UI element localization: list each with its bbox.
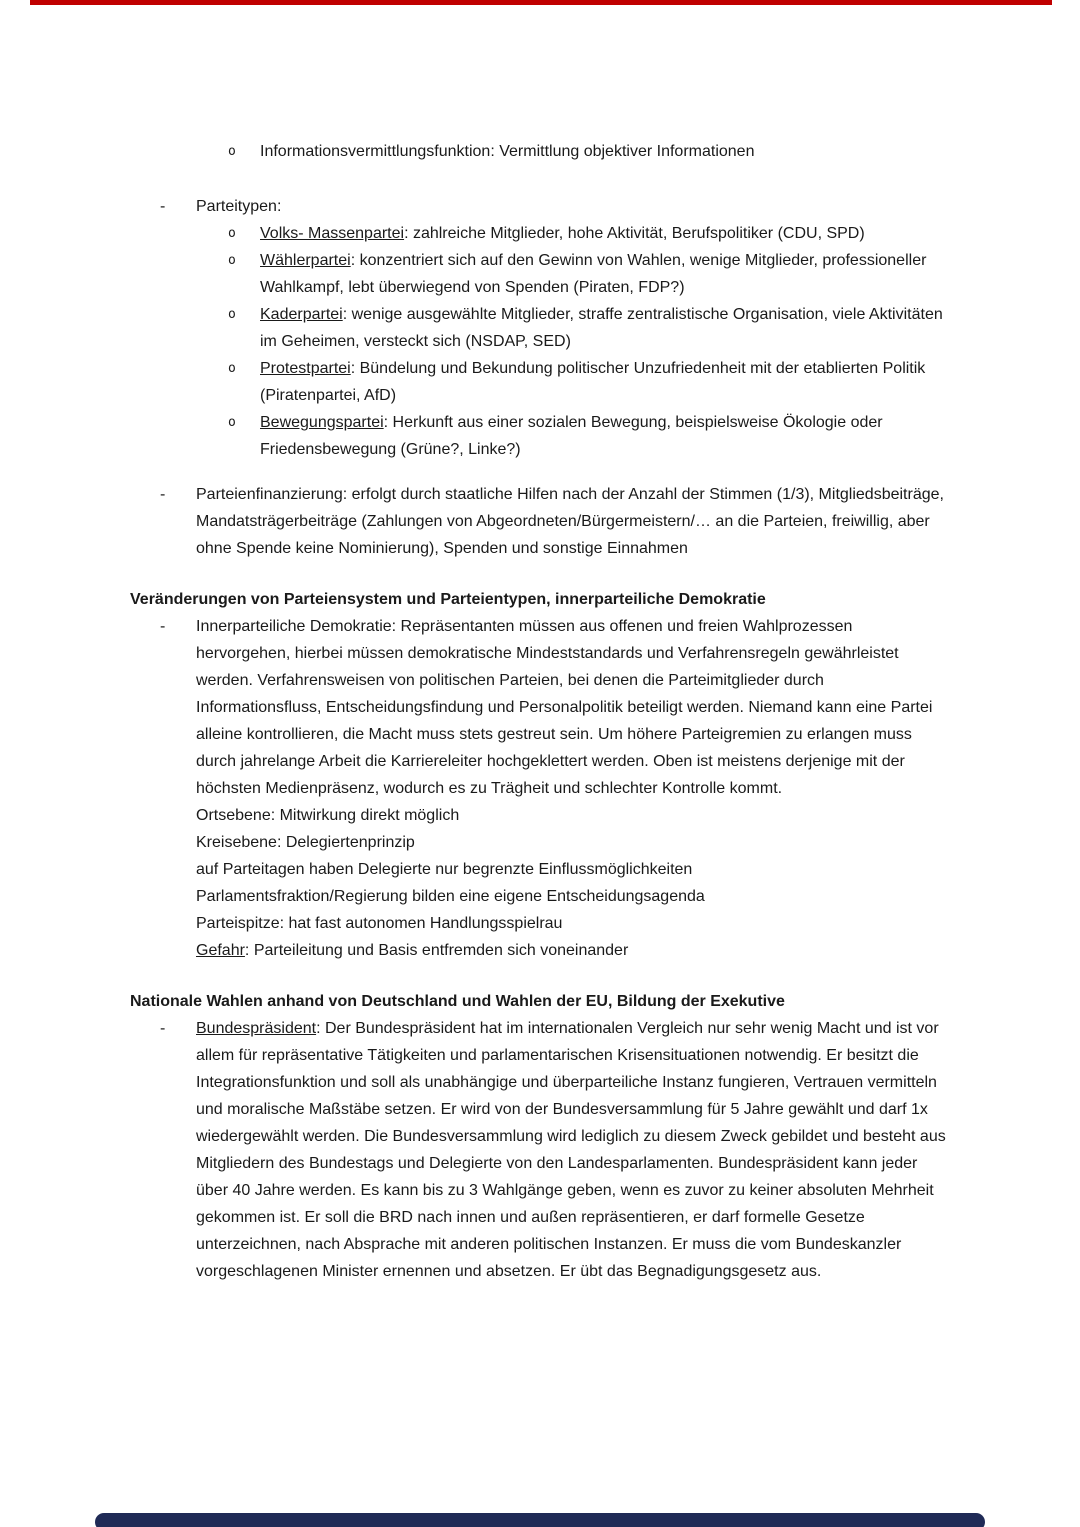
list-item-text	[196, 1020, 946, 1280]
list-item-innerparteiliche-demokratie	[130, 613, 948, 802]
term-definition: : Herkunft aus einer sozialen Bewegung, beispielsweise Ökologie oder Friedensbewegung (Grüne?, Linke?)	[260, 414, 883, 458]
list-item-parteitypen	[130, 193, 948, 220]
list-item-waehlerpartei	[130, 247, 948, 301]
list-item-text	[260, 252, 926, 296]
dash-bullet: -	[160, 486, 166, 503]
list-item-bundespraesident	[130, 1015, 948, 1285]
list-item-text: Informationsvermittlungsfunktion: Vermittlung objektiver Informationen	[260, 143, 755, 160]
list-item-protestpartei	[130, 355, 948, 409]
circle-bullet: o	[228, 361, 236, 376]
note-line-gefahr	[130, 937, 948, 964]
term-definition: : Bündelung und Bekundung politischer Unzufriedenheit mit der etablierten Politik (Piratenpartei, AfD)	[260, 360, 926, 404]
list-item-parteienfinanzierung	[130, 481, 948, 562]
note-text: Ortsebene: Mitwirkung direkt möglich	[196, 807, 460, 824]
note-text: Parlamentsfraktion/Regierung bilden eine eigene Entscheidungsagenda	[196, 888, 705, 905]
list-item-kaderpartei	[130, 301, 948, 355]
term: Protestpartei	[260, 360, 351, 377]
note-line-kreisebene	[130, 829, 948, 856]
list-item-text	[260, 225, 865, 242]
list-item-text	[260, 360, 925, 404]
list-item-text: Parteitypen:	[196, 198, 282, 215]
section-heading-nationale-wahlen: Nationale Wahlen anhand von Deutschland und Wahlen der EU, Bildung der Exekutive	[130, 993, 785, 1010]
section-heading-parteiensystem: Veränderungen von Parteiensystem und Parteientypen, innerparteiliche Demokratie	[130, 591, 766, 608]
circle-bullet: o	[228, 415, 236, 430]
note-line-parlamentsfraktion	[130, 883, 948, 910]
term-definition: : Der Bundespräsident hat im internationalen Vergleich nur sehr wenig Macht und ist vor allem für repräsentative Tätigkeiten und parlamentarischen Krisensituationen notwendig. Er besitzt die Integrationsfunktion und soll als unabhängige und überparteiliche Instanz fungieren, Vertrauen vermitteln und moralische Maßstäbe setzen. Er wird von der Bundesversammlung für 5 Jahre gewählt und darf 1x wiedergewählt werden. Die Bundesversammlung wird lediglich zu diesem Zweck gebildet und besteht aus Mitgliedern des Bundestags und Delegierte von den Landesparlamenten. Bundespräsident kann jeder über 40 Jahre werden. Es kann bis zu 3 Wahlgänge geben, wenn es zuvor zu keiner absoluten Mehrheit gekommen ist. Er soll die BRD nach innen und außen repräsentieren, er darf formelle Gesetze unterzeichnen, nach Absprache mit anderen politischen Instanzen. Er muss die vom Bundeskanzler vorgeschlagenen Minister ernennen und absetzen. Er übt das Begnadigungsgesetz aus.	[196, 1020, 946, 1280]
note-text: Kreisebene: Delegiertenprinzip	[196, 834, 415, 851]
term: Bewegungspartei	[260, 414, 384, 431]
term: Volks- Massenpartei	[260, 225, 405, 242]
term: Wählerpartei	[260, 252, 351, 269]
list-item-bewegungspartei	[130, 409, 948, 463]
term: Gefahr	[196, 942, 245, 959]
note-line-parteitage	[130, 856, 948, 883]
term-definition: : zahlreiche Mitglieder, hohe Aktivität, Berufspolitiker (CDU, SPD)	[404, 225, 865, 242]
term: Kaderpartei	[260, 306, 343, 323]
list-item-text	[260, 414, 883, 458]
dash-bullet: -	[160, 618, 166, 635]
bottom-navy-bar	[95, 1513, 985, 1527]
circle-bullet: o	[228, 253, 236, 268]
dash-bullet: -	[160, 198, 166, 215]
note-line-ortsebene	[130, 802, 948, 829]
note-line-parteispitze	[130, 910, 948, 937]
note-text	[196, 942, 628, 959]
term: Bundespräsident	[196, 1020, 317, 1037]
list-item-text	[260, 306, 943, 350]
term-definition: : wenige ausgewählte Mitglieder, straffe zentralistische Organisation, viele Aktivitäten im Geheimen, versteckt sich (NSDAP, SED)	[260, 306, 943, 350]
term-definition: : Parteileitung und Basis entfremden sich voneinander	[244, 942, 629, 959]
term-definition: : konzentriert sich auf den Gewinn von Wahlen, wenige Mitglieder, professioneller Wahlkampf, lebt überwiegend von Spenden (Piraten, FDP?)	[260, 252, 927, 296]
circle-bullet: o	[228, 144, 236, 159]
circle-bullet: o	[228, 307, 236, 322]
list-item-volkspartei	[130, 220, 948, 247]
note-text: Parteispitze: hat fast autonomen Handlungsspielrau	[196, 915, 563, 932]
list-item-text: Parteienfinanzierung: erfolgt durch staatliche Hilfen nach der Anzahl der Stimmen (1/3), Mitgliedsbeiträge, Mandatsträgerbeiträge (Zahlungen von Abgeordneten/Bürgermeistern/… an die Parteien, freiwillig, aber ohne Spende keine Nominierung), Spenden und sonstige Einnahmen	[196, 486, 944, 557]
note-text: auf Parteitagen haben Delegierte nur begrenzte Einflussmöglichkeiten	[196, 861, 693, 878]
circle-bullet: o	[228, 226, 236, 241]
dash-bullet: -	[160, 1020, 166, 1037]
list-item-text: Innerparteiliche Demokratie: Repräsentanten müssen aus offenen und freien Wahlprozessen hervorgehen, hierbei müssen demokratische Mindeststandards und Verfahrensregeln gewährleistet werden. Verfahrensweisen von politischen Parteien, bei denen die Parteimitglieder durch Informationsfluss, Entscheidungsfindung und Personalpolitik beteiligt werden. Niemand kann eine Partei alleine kontrollieren, die Macht muss stets gestreut sein. Um höhere Parteigremien zu erlangen muss durch jahrelange Arbeit die Karriereleiter hochgeklettert werden. Oben ist meistens derjenige mit der höchsten Medienpräsenz, wodurch es zu Trägheit und schlechter Kontrolle kommt.	[196, 618, 933, 797]
list-item-informationsvermittlung	[130, 138, 948, 165]
